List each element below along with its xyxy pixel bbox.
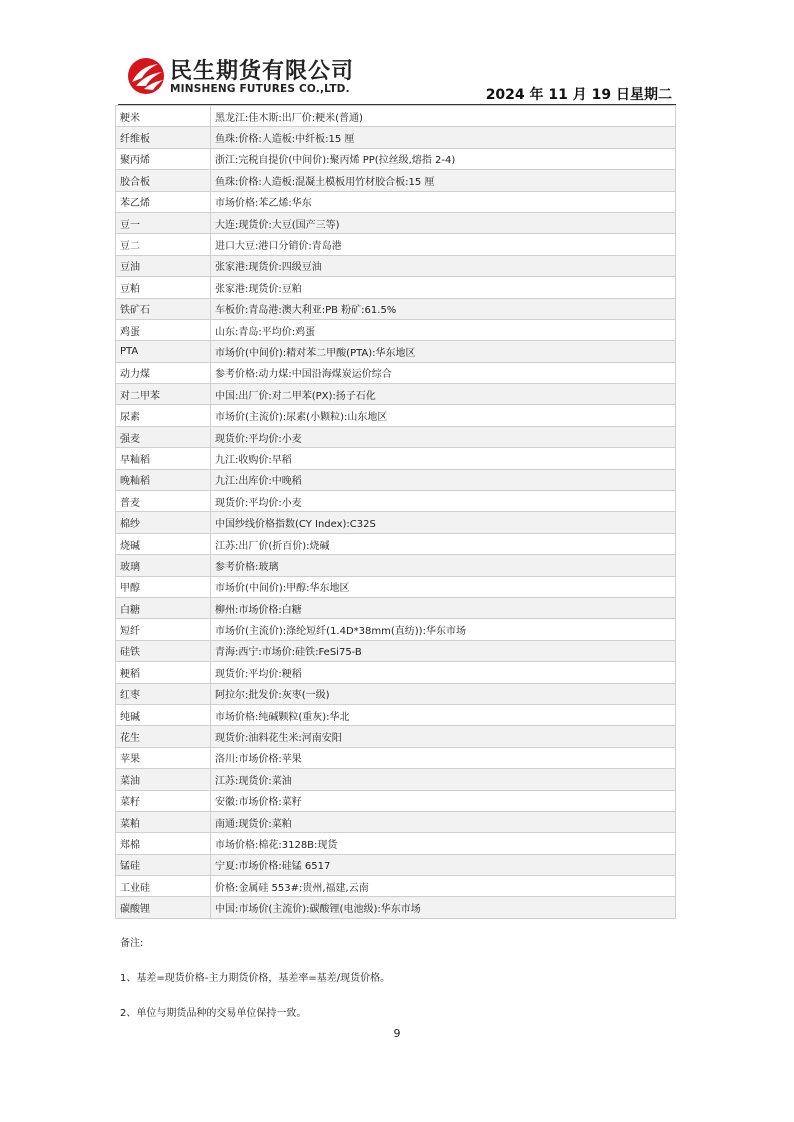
price-source-cell: 参考价格:动力煤:中国沿海煤炭运价综合 bbox=[211, 362, 676, 383]
table-row bbox=[116, 341, 676, 362]
variety-cell: 锰硅 bbox=[116, 854, 211, 875]
table-row bbox=[116, 512, 676, 533]
table-row bbox=[116, 384, 676, 405]
variety-cell: 短纤 bbox=[116, 619, 211, 640]
price-source-cell: 张家港:现货价:豆粕 bbox=[211, 277, 676, 298]
variety-cell: 玻璃 bbox=[116, 555, 211, 576]
table-row bbox=[116, 319, 676, 340]
price-source-cell: 江苏:现货价:菜油 bbox=[211, 769, 676, 790]
variety-cell: 普麦 bbox=[116, 491, 211, 512]
variety-cell: 尿素 bbox=[116, 405, 211, 426]
price-source-cell: 洛川:市场价格:苹果 bbox=[211, 747, 676, 768]
price-source-cell: 现货价:油料花生米:河南安阳 bbox=[211, 726, 676, 747]
table-body bbox=[116, 106, 676, 919]
variety-cell: 豆一 bbox=[116, 212, 211, 233]
table-row bbox=[116, 854, 676, 875]
price-source-cell: 参考价格:玻璃 bbox=[211, 555, 676, 576]
table-row bbox=[116, 555, 676, 576]
variety-cell: 铁矿石 bbox=[116, 298, 211, 319]
table-row bbox=[116, 662, 676, 683]
price-source-cell: 市场价(中间价):精对苯二甲酸(PTA):华东地区 bbox=[211, 341, 676, 362]
price-source-cell: 鱼珠:价格:人造板:混凝土模板用竹材胶合板:15 厘 bbox=[211, 170, 676, 191]
variety-cell: 苹果 bbox=[116, 747, 211, 768]
price-source-cell: 江苏:出厂价(折百价):烧碱 bbox=[211, 533, 676, 554]
price-source-cell: 九江:出库价:中晚稻 bbox=[211, 469, 676, 490]
price-source-cell: 市场价格:苯乙烯:华东 bbox=[211, 191, 676, 212]
price-source-cell: 九江:收购价:早稻 bbox=[211, 448, 676, 469]
table-row bbox=[116, 212, 676, 233]
variety-cell: 早籼稻 bbox=[116, 448, 211, 469]
price-source-cell: 浙江:完税自提价(中间价):聚丙烯 PP(拉丝级,熔指 2-4) bbox=[211, 148, 676, 169]
table-row bbox=[116, 405, 676, 426]
table-row bbox=[116, 726, 676, 747]
price-source-cell: 现货价:平均价:小麦 bbox=[211, 491, 676, 512]
variety-cell: 纯碱 bbox=[116, 704, 211, 725]
table-row bbox=[116, 469, 676, 490]
table-row bbox=[116, 234, 676, 255]
table-row bbox=[116, 170, 676, 191]
price-source-cell: 市场价(中间价):甲醇:华东地区 bbox=[211, 576, 676, 597]
report-date: 2024 年 11 月 19 日星期二 bbox=[485, 87, 672, 103]
page-header bbox=[118, 52, 676, 105]
table-row bbox=[116, 576, 676, 597]
variety-cell: 动力煤 bbox=[116, 362, 211, 383]
variety-cell: 鸡蛋 bbox=[116, 319, 211, 340]
price-source-cell: 现货价:平均价:小麦 bbox=[211, 426, 676, 447]
variety-cell: 对二甲苯 bbox=[116, 384, 211, 405]
price-source-cell: 市场价(主流价):涤纶短纤(1.4D*38mm(直纺)):华东市场 bbox=[211, 619, 676, 640]
variety-cell: 菜籽 bbox=[116, 790, 211, 811]
variety-cell: 粳米 bbox=[116, 106, 211, 127]
price-source-cell: 现货价:平均价:粳稻 bbox=[211, 662, 676, 683]
variety-cell: 工业硅 bbox=[116, 876, 211, 897]
variety-cell: 菜粕 bbox=[116, 811, 211, 832]
price-source-cell: 青海:西宁:市场价:硅铁:FeSi75-B bbox=[211, 640, 676, 661]
price-source-cell: 阿拉尔:批发价:灰枣(一级) bbox=[211, 683, 676, 704]
variety-source-table bbox=[115, 105, 676, 919]
price-source-cell: 大连:现货价:大豆(国产三等) bbox=[211, 212, 676, 233]
price-source-cell: 鱼珠:价格:人造板:中纤板:15 厘 bbox=[211, 127, 676, 148]
table-row bbox=[116, 127, 676, 148]
table-row bbox=[116, 277, 676, 298]
price-source-cell: 宁夏:市场价格:硅锰 6517 bbox=[211, 854, 676, 875]
table-row bbox=[116, 790, 676, 811]
variety-cell: 聚丙烯 bbox=[116, 148, 211, 169]
variety-cell: 胶合板 bbox=[116, 170, 211, 191]
table-row bbox=[116, 191, 676, 212]
table-row bbox=[116, 255, 676, 276]
price-source-cell: 中国:出厂价:对二甲苯(PX):扬子石化 bbox=[211, 384, 676, 405]
price-source-cell: 市场价(主流价):尿素(小颗粒):山东地区 bbox=[211, 405, 676, 426]
variety-cell: 碳酸锂 bbox=[116, 897, 211, 918]
table-row bbox=[116, 533, 676, 554]
page-number: 9 bbox=[393, 1027, 401, 1040]
price-source-cell: 山东:青岛:平均价:鸡蛋 bbox=[211, 319, 676, 340]
minsheng-logo-icon bbox=[126, 56, 166, 96]
price-source-cell: 市场价格:纯碱颗粒(重灰):华北 bbox=[211, 704, 676, 725]
table-row bbox=[116, 362, 676, 383]
variety-cell: 烧碱 bbox=[116, 533, 211, 554]
variety-cell: 红枣 bbox=[116, 683, 211, 704]
variety-cell: 菜油 bbox=[116, 769, 211, 790]
price-source-cell: 中国纱线价格指数(CY Index):C32S bbox=[211, 512, 676, 533]
table-row bbox=[116, 106, 676, 127]
variety-cell: 郑棉 bbox=[116, 833, 211, 854]
company-name-en: MINSHENG FUTURES CO.,LTD. bbox=[170, 83, 350, 95]
price-source-cell: 市场价格:棉花:3128B:现货 bbox=[211, 833, 676, 854]
variety-cell: 棉纱 bbox=[116, 512, 211, 533]
price-source-cell: 张家港:现货价:四级豆油 bbox=[211, 255, 676, 276]
price-source-cell: 车板价:青岛港:澳大利亚:PB 粉矿:61.5% bbox=[211, 298, 676, 319]
price-source-cell: 黑龙江:佳木斯:出厂价:粳米(普通) bbox=[211, 106, 676, 127]
table-row bbox=[116, 811, 676, 832]
table-row bbox=[116, 298, 676, 319]
table-row bbox=[116, 747, 676, 768]
notes-title: 备注: bbox=[120, 938, 144, 949]
notes-section bbox=[120, 934, 390, 1039]
table-row bbox=[116, 897, 676, 918]
price-source-cell: 中国:市场价(主流价):碳酸锂(电池级):华东市场 bbox=[211, 897, 676, 918]
variety-cell: 强麦 bbox=[116, 426, 211, 447]
variety-cell: 豆油 bbox=[116, 255, 211, 276]
variety-cell: 纤维板 bbox=[116, 127, 211, 148]
variety-cell: 硅铁 bbox=[116, 640, 211, 661]
variety-cell: 白糖 bbox=[116, 597, 211, 618]
note-item-2: 2、单位与期货品种的交易单位保持一致。 bbox=[120, 1008, 307, 1019]
table-row bbox=[116, 704, 676, 725]
company-name-cn: 民生期货有限公司 bbox=[170, 59, 355, 84]
price-source-cell: 价格:金属硅 553#:贵州,福建,云南 bbox=[211, 876, 676, 897]
table-row bbox=[116, 426, 676, 447]
table-row bbox=[116, 833, 676, 854]
variety-cell: 豆二 bbox=[116, 234, 211, 255]
table-row bbox=[116, 683, 676, 704]
price-source-cell: 进口大豆:港口分销价:青岛港 bbox=[211, 234, 676, 255]
price-source-cell: 南通:现货价:菜粕 bbox=[211, 811, 676, 832]
variety-cell: 粳稻 bbox=[116, 662, 211, 683]
table-row bbox=[116, 769, 676, 790]
table-row bbox=[116, 148, 676, 169]
variety-cell: 花生 bbox=[116, 726, 211, 747]
variety-cell: 苯乙烯 bbox=[116, 191, 211, 212]
table-row bbox=[116, 448, 676, 469]
note-item-1: 1、基差=现货价格-主力期货价格，基差率=基差/现货价格。 bbox=[120, 973, 391, 984]
table-row bbox=[116, 876, 676, 897]
price-source-cell: 柳州:市场价格:白糖 bbox=[211, 597, 676, 618]
variety-cell: 晚籼稻 bbox=[116, 469, 211, 490]
table-row bbox=[116, 640, 676, 661]
variety-cell: PTA bbox=[116, 341, 211, 362]
price-source-cell: 安徽:市场价格:菜籽 bbox=[211, 790, 676, 811]
variety-cell: 甲醇 bbox=[116, 576, 211, 597]
table-row bbox=[116, 597, 676, 618]
table-row bbox=[116, 491, 676, 512]
variety-cell: 豆粕 bbox=[116, 277, 211, 298]
table-row bbox=[116, 619, 676, 640]
